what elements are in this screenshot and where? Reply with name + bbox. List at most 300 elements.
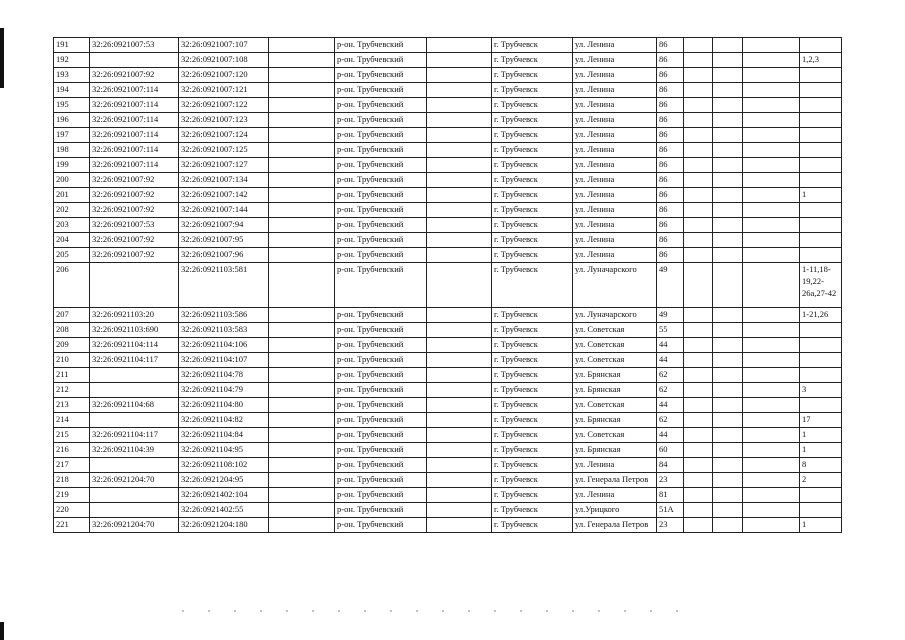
table-cell: 32:26:0921007:120 (179, 68, 269, 83)
table-row (54, 428, 842, 443)
table-cell: 216 (54, 443, 90, 458)
table-cell (743, 458, 800, 473)
table-cell (800, 158, 842, 173)
table-cell (684, 188, 713, 203)
table-cell: 198 (54, 143, 90, 158)
table-cell: г. Трубчевск (492, 113, 573, 128)
table-cell: 51А (657, 503, 684, 518)
table-cell (269, 308, 335, 323)
table-cell (269, 368, 335, 383)
table-cell: г. Трубчевск (492, 158, 573, 173)
table-cell: г. Трубчевск (492, 368, 573, 383)
table-cell (713, 383, 743, 398)
table-cell (713, 458, 743, 473)
table-cell (743, 443, 800, 458)
table-cell: 49 (657, 263, 684, 308)
table-cell: ул. Ленина (573, 98, 657, 113)
table-cell (90, 488, 179, 503)
table-cell (713, 308, 743, 323)
table-cell: г. Трубчевск (492, 53, 573, 68)
table-cell: 60 (657, 443, 684, 458)
table-cell (743, 323, 800, 338)
table-cell: 32:26:0921104:79 (179, 383, 269, 398)
table-cell: 32:26:0921103:586 (179, 308, 269, 323)
table-cell: 32:26:0921007:114 (90, 83, 179, 98)
table-cell: 86 (657, 233, 684, 248)
table-cell: р-он. Трубчевский (335, 443, 427, 458)
table-row (54, 203, 842, 218)
table-cell (713, 518, 743, 533)
table-cell (427, 38, 492, 53)
table-cell: р-он. Трубчевский (335, 188, 427, 203)
table-cell (427, 353, 492, 368)
table-cell: ул. Ленина (573, 83, 657, 98)
table-cell: 202 (54, 203, 90, 218)
table-cell (743, 308, 800, 323)
table-cell: 1,2,3 (800, 53, 842, 68)
table-row (54, 218, 842, 233)
table-cell (684, 38, 713, 53)
table-row (54, 443, 842, 458)
table-cell: 44 (657, 353, 684, 368)
table-cell (427, 188, 492, 203)
table-cell: г. Трубчевск (492, 323, 573, 338)
table-cell: ул. Ленина (573, 233, 657, 248)
table-cell: 32:26:0921007:114 (90, 158, 179, 173)
table-cell (427, 443, 492, 458)
table-cell: ул. Брянская (573, 443, 657, 458)
table-cell: г. Трубчевск (492, 308, 573, 323)
table-cell (684, 503, 713, 518)
table-cell (269, 383, 335, 398)
table-cell: 32:26:0921108:102 (179, 458, 269, 473)
table-cell: 32:26:0921007:92 (90, 203, 179, 218)
table-cell: 32:26:0921104:68 (90, 398, 179, 413)
table-row (54, 53, 842, 68)
table-cell: р-он. Трубчевский (335, 338, 427, 353)
table-cell: 32:26:0921104:84 (179, 428, 269, 443)
table-cell: 81 (657, 488, 684, 503)
table-cell (269, 53, 335, 68)
table-cell (427, 338, 492, 353)
table-row (54, 68, 842, 83)
table-cell (743, 173, 800, 188)
table-cell (743, 203, 800, 218)
table-cell (269, 38, 335, 53)
table-cell: 201 (54, 188, 90, 203)
table-cell: р-он. Трубчевский (335, 518, 427, 533)
table-cell: ул. Ленина (573, 68, 657, 83)
table-cell: р-он. Трубчевский (335, 383, 427, 398)
table-cell: ул. Генерала Петров (573, 473, 657, 488)
table-cell: 32:26:0921007:125 (179, 143, 269, 158)
table-cell: р-он. Трубчевский (335, 398, 427, 413)
table-cell (427, 98, 492, 113)
table-cell (713, 488, 743, 503)
table-cell (743, 248, 800, 263)
table-row (54, 248, 842, 263)
table-cell: р-он. Трубчевский (335, 308, 427, 323)
table-cell: 1 (800, 443, 842, 458)
table-cell (743, 383, 800, 398)
table-row (54, 128, 842, 143)
table-cell (684, 338, 713, 353)
table-row (54, 143, 842, 158)
table-cell (684, 233, 713, 248)
table-cell (269, 68, 335, 83)
table-cell: ул. Советская (573, 428, 657, 443)
table-cell (713, 173, 743, 188)
table-cell: 32:26:0921104:117 (90, 428, 179, 443)
table-cell: 8 (800, 458, 842, 473)
table-cell: 215 (54, 428, 90, 443)
table-cell (800, 488, 842, 503)
table-cell: 32:26:0921204:70 (90, 473, 179, 488)
table-row (54, 233, 842, 248)
table-cell (269, 113, 335, 128)
table-cell (427, 488, 492, 503)
table-cell: 86 (657, 113, 684, 128)
table-cell (713, 353, 743, 368)
table-cell: 1-11,18-19,22-26а,27-42 (800, 263, 842, 308)
table-cell: р-он. Трубчевский (335, 428, 427, 443)
table-cell: р-он. Трубчевский (335, 83, 427, 98)
table-cell: 32:26:0921007:122 (179, 98, 269, 113)
table-cell: ул. Советская (573, 323, 657, 338)
table-cell: 32:26:0921007:53 (90, 38, 179, 53)
table-cell: 32:26:0921007:53 (90, 218, 179, 233)
table-cell: 86 (657, 188, 684, 203)
table-cell (713, 443, 743, 458)
table-cell (800, 323, 842, 338)
table-cell: 192 (54, 53, 90, 68)
table-cell: 32:26:0921007:92 (90, 248, 179, 263)
table-cell: 32:26:0921007:108 (179, 53, 269, 68)
table-cell (427, 53, 492, 68)
table-cell: ул. Луначарского (573, 263, 657, 308)
table-cell (800, 203, 842, 218)
table-row (54, 263, 842, 308)
table-row (54, 353, 842, 368)
table-cell: 49 (657, 308, 684, 323)
table-cell (269, 323, 335, 338)
table-cell: г. Трубчевск (492, 413, 573, 428)
table-cell: 32:26:0921007:127 (179, 158, 269, 173)
table-cell (684, 323, 713, 338)
table-cell (427, 503, 492, 518)
table-cell: 32:26:0921007:114 (90, 128, 179, 143)
table-cell: 32:26:0921007:92 (90, 188, 179, 203)
table-cell (713, 128, 743, 143)
table-cell: 197 (54, 128, 90, 143)
table-cell (713, 98, 743, 113)
table-cell: 217 (54, 458, 90, 473)
table-cell (684, 128, 713, 143)
table-cell (800, 38, 842, 53)
table-cell: 32:26:0921007:123 (179, 113, 269, 128)
table-cell (713, 398, 743, 413)
table-cell: г. Трубчевск (492, 503, 573, 518)
table-row (54, 398, 842, 413)
table-cell (269, 188, 335, 203)
table-cell (713, 503, 743, 518)
table-cell: 2 (800, 473, 842, 488)
table-cell: 199 (54, 158, 90, 173)
table-row (54, 83, 842, 98)
table-cell: ул. Брянская (573, 383, 657, 398)
table-cell: 32:26:0921104:80 (179, 398, 269, 413)
table-cell (713, 143, 743, 158)
table-row (54, 488, 842, 503)
table-cell: 220 (54, 503, 90, 518)
table-cell (743, 233, 800, 248)
table-cell: 3 (800, 383, 842, 398)
table-cell: 32:26:0921204:70 (90, 518, 179, 533)
table-cell (90, 458, 179, 473)
table-cell (743, 113, 800, 128)
table-cell: р-он. Трубчевский (335, 218, 427, 233)
table-cell (713, 38, 743, 53)
table-cell: 32:26:0921104:106 (179, 338, 269, 353)
table-cell (684, 263, 713, 308)
table-cell (269, 458, 335, 473)
table-cell (684, 68, 713, 83)
table-cell (427, 173, 492, 188)
table-cell (743, 398, 800, 413)
table-cell: 86 (657, 158, 684, 173)
table-cell: 196 (54, 113, 90, 128)
table-cell: г. Трубчевск (492, 143, 573, 158)
table-cell (743, 488, 800, 503)
table-cell (684, 518, 713, 533)
table-cell (684, 143, 713, 158)
table-cell: ул. Советская (573, 353, 657, 368)
table-cell (427, 518, 492, 533)
table-cell (269, 473, 335, 488)
table-cell: ул. Генерала Петров (573, 518, 657, 533)
table-cell (90, 413, 179, 428)
table-cell (684, 308, 713, 323)
table-cell: ул. Брянская (573, 413, 657, 428)
table-cell: 221 (54, 518, 90, 533)
table-cell (427, 143, 492, 158)
table-cell: 32:26:0921204:95 (179, 473, 269, 488)
table-cell: 1 (800, 428, 842, 443)
table-cell (427, 68, 492, 83)
table-cell: 32:26:0921007:92 (90, 68, 179, 83)
table-cell: 1 (800, 188, 842, 203)
table-cell: 32:26:0921007:92 (90, 233, 179, 248)
table-cell: ул. Ленина (573, 128, 657, 143)
table-cell (684, 173, 713, 188)
table-cell (269, 233, 335, 248)
table-cell: 32:26:0921103:20 (90, 308, 179, 323)
table-cell: 32:26:0921204:180 (179, 518, 269, 533)
table-cell: 32:26:0921104:78 (179, 368, 269, 383)
table-cell: г. Трубчевск (492, 173, 573, 188)
table-cell: 32:26:0921007:134 (179, 173, 269, 188)
table-cell: 32:26:0921104:95 (179, 443, 269, 458)
table-cell: ул. Ленина (573, 158, 657, 173)
table-row (54, 413, 842, 428)
table-cell (684, 83, 713, 98)
table-cell (743, 428, 800, 443)
table-cell: 210 (54, 353, 90, 368)
table-cell: 44 (657, 338, 684, 353)
table-cell (800, 173, 842, 188)
table-cell (800, 98, 842, 113)
table-cell: 219 (54, 488, 90, 503)
table-cell (269, 503, 335, 518)
table-cell (90, 263, 179, 308)
table-cell: г. Трубчевск (492, 263, 573, 308)
table-cell (90, 503, 179, 518)
table-cell (684, 473, 713, 488)
table-cell (713, 218, 743, 233)
table-cell (427, 263, 492, 308)
table-cell: 214 (54, 413, 90, 428)
table-row (54, 473, 842, 488)
table-cell (800, 353, 842, 368)
table-cell (713, 338, 743, 353)
table-cell: 32:26:0921007:96 (179, 248, 269, 263)
table-cell (90, 53, 179, 68)
table-cell: ул. Советская (573, 338, 657, 353)
table-cell (800, 398, 842, 413)
table-cell: г. Трубчевск (492, 98, 573, 113)
scan-noise-dots (170, 610, 690, 612)
table-cell: г. Трубчевск (492, 383, 573, 398)
table-cell: г. Трубчевск (492, 68, 573, 83)
table-cell: 86 (657, 38, 684, 53)
table-cell (743, 503, 800, 518)
table-cell: г. Трубчевск (492, 488, 573, 503)
table-cell: р-он. Трубчевский (335, 488, 427, 503)
table-cell: 86 (657, 128, 684, 143)
table-cell (684, 158, 713, 173)
table-cell (269, 443, 335, 458)
table-cell (743, 263, 800, 308)
table-cell (800, 218, 842, 233)
table-cell: ул. Ленина (573, 53, 657, 68)
table-cell (684, 413, 713, 428)
table-cell (269, 428, 335, 443)
table-cell (743, 53, 800, 68)
table-cell (743, 128, 800, 143)
table-cell (427, 323, 492, 338)
table-cell: 44 (657, 398, 684, 413)
table-cell (684, 113, 713, 128)
table-cell (684, 368, 713, 383)
table-row (54, 38, 842, 53)
table-cell (800, 128, 842, 143)
table-cell (269, 353, 335, 368)
table-cell: 86 (657, 143, 684, 158)
cadastral-register-table (53, 37, 842, 533)
table-cell (90, 383, 179, 398)
table-cell: 62 (657, 383, 684, 398)
table-cell: г. Трубчевск (492, 458, 573, 473)
table-cell: р-он. Трубчевский (335, 68, 427, 83)
table-cell: р-он. Трубчевский (335, 128, 427, 143)
table-cell (743, 413, 800, 428)
table-row (54, 458, 842, 473)
table-cell: 32:26:0921402:104 (179, 488, 269, 503)
table-cell (743, 518, 800, 533)
table-cell (743, 158, 800, 173)
table-cell (713, 203, 743, 218)
table-cell: р-он. Трубчевский (335, 263, 427, 308)
table-cell (427, 473, 492, 488)
table-cell: 86 (657, 218, 684, 233)
table-cell: 32:26:0921104:107 (179, 353, 269, 368)
table-cell: г. Трубчевск (492, 218, 573, 233)
table-cell (269, 338, 335, 353)
table-cell (713, 248, 743, 263)
table-cell (269, 158, 335, 173)
table-cell: ул. Брянская (573, 368, 657, 383)
table-cell: 212 (54, 383, 90, 398)
table-cell: г. Трубчевск (492, 443, 573, 458)
table-cell (269, 488, 335, 503)
table-cell (713, 473, 743, 488)
table-row (54, 338, 842, 353)
table-cell: ул.Урицкого (573, 503, 657, 518)
table-cell: 62 (657, 413, 684, 428)
table-cell: 32:26:0921007:107 (179, 38, 269, 53)
table-cell: 200 (54, 173, 90, 188)
table-cell: 86 (657, 248, 684, 263)
table-cell (269, 263, 335, 308)
table-cell (269, 143, 335, 158)
table-cell: 62 (657, 368, 684, 383)
scan-edge-mark-top (0, 28, 4, 88)
table-cell: ул. Советская (573, 398, 657, 413)
table-cell: 32:26:0921103:581 (179, 263, 269, 308)
table-cell (743, 338, 800, 353)
table-cell: г. Трубчевск (492, 473, 573, 488)
table-cell: р-он. Трубчевский (335, 248, 427, 263)
table-cell (269, 128, 335, 143)
table-cell (684, 398, 713, 413)
table-cell (684, 428, 713, 443)
table-cell: г. Трубчевск (492, 428, 573, 443)
table-cell: 213 (54, 398, 90, 413)
table-cell (743, 68, 800, 83)
table-cell: г. Трубчевск (492, 398, 573, 413)
table-cell (269, 218, 335, 233)
table-cell: р-он. Трубчевский (335, 473, 427, 488)
table-cell (800, 83, 842, 98)
table-cell: 86 (657, 203, 684, 218)
table-cell: 1-21,26 (800, 308, 842, 323)
table-cell: г. Трубчевск (492, 83, 573, 98)
table-row (54, 383, 842, 398)
table-cell: 209 (54, 338, 90, 353)
table-cell: 32:26:0921007:114 (90, 113, 179, 128)
table-cell (684, 458, 713, 473)
table-cell: 32:26:0921104:82 (179, 413, 269, 428)
table-cell (269, 203, 335, 218)
table-cell: 208 (54, 323, 90, 338)
table-cell (743, 368, 800, 383)
table-cell: р-он. Трубчевский (335, 368, 427, 383)
table-cell: р-он. Трубчевский (335, 38, 427, 53)
table-cell (427, 428, 492, 443)
table-cell (713, 188, 743, 203)
table-cell (713, 68, 743, 83)
table-cell: 32:26:0921104:39 (90, 443, 179, 458)
